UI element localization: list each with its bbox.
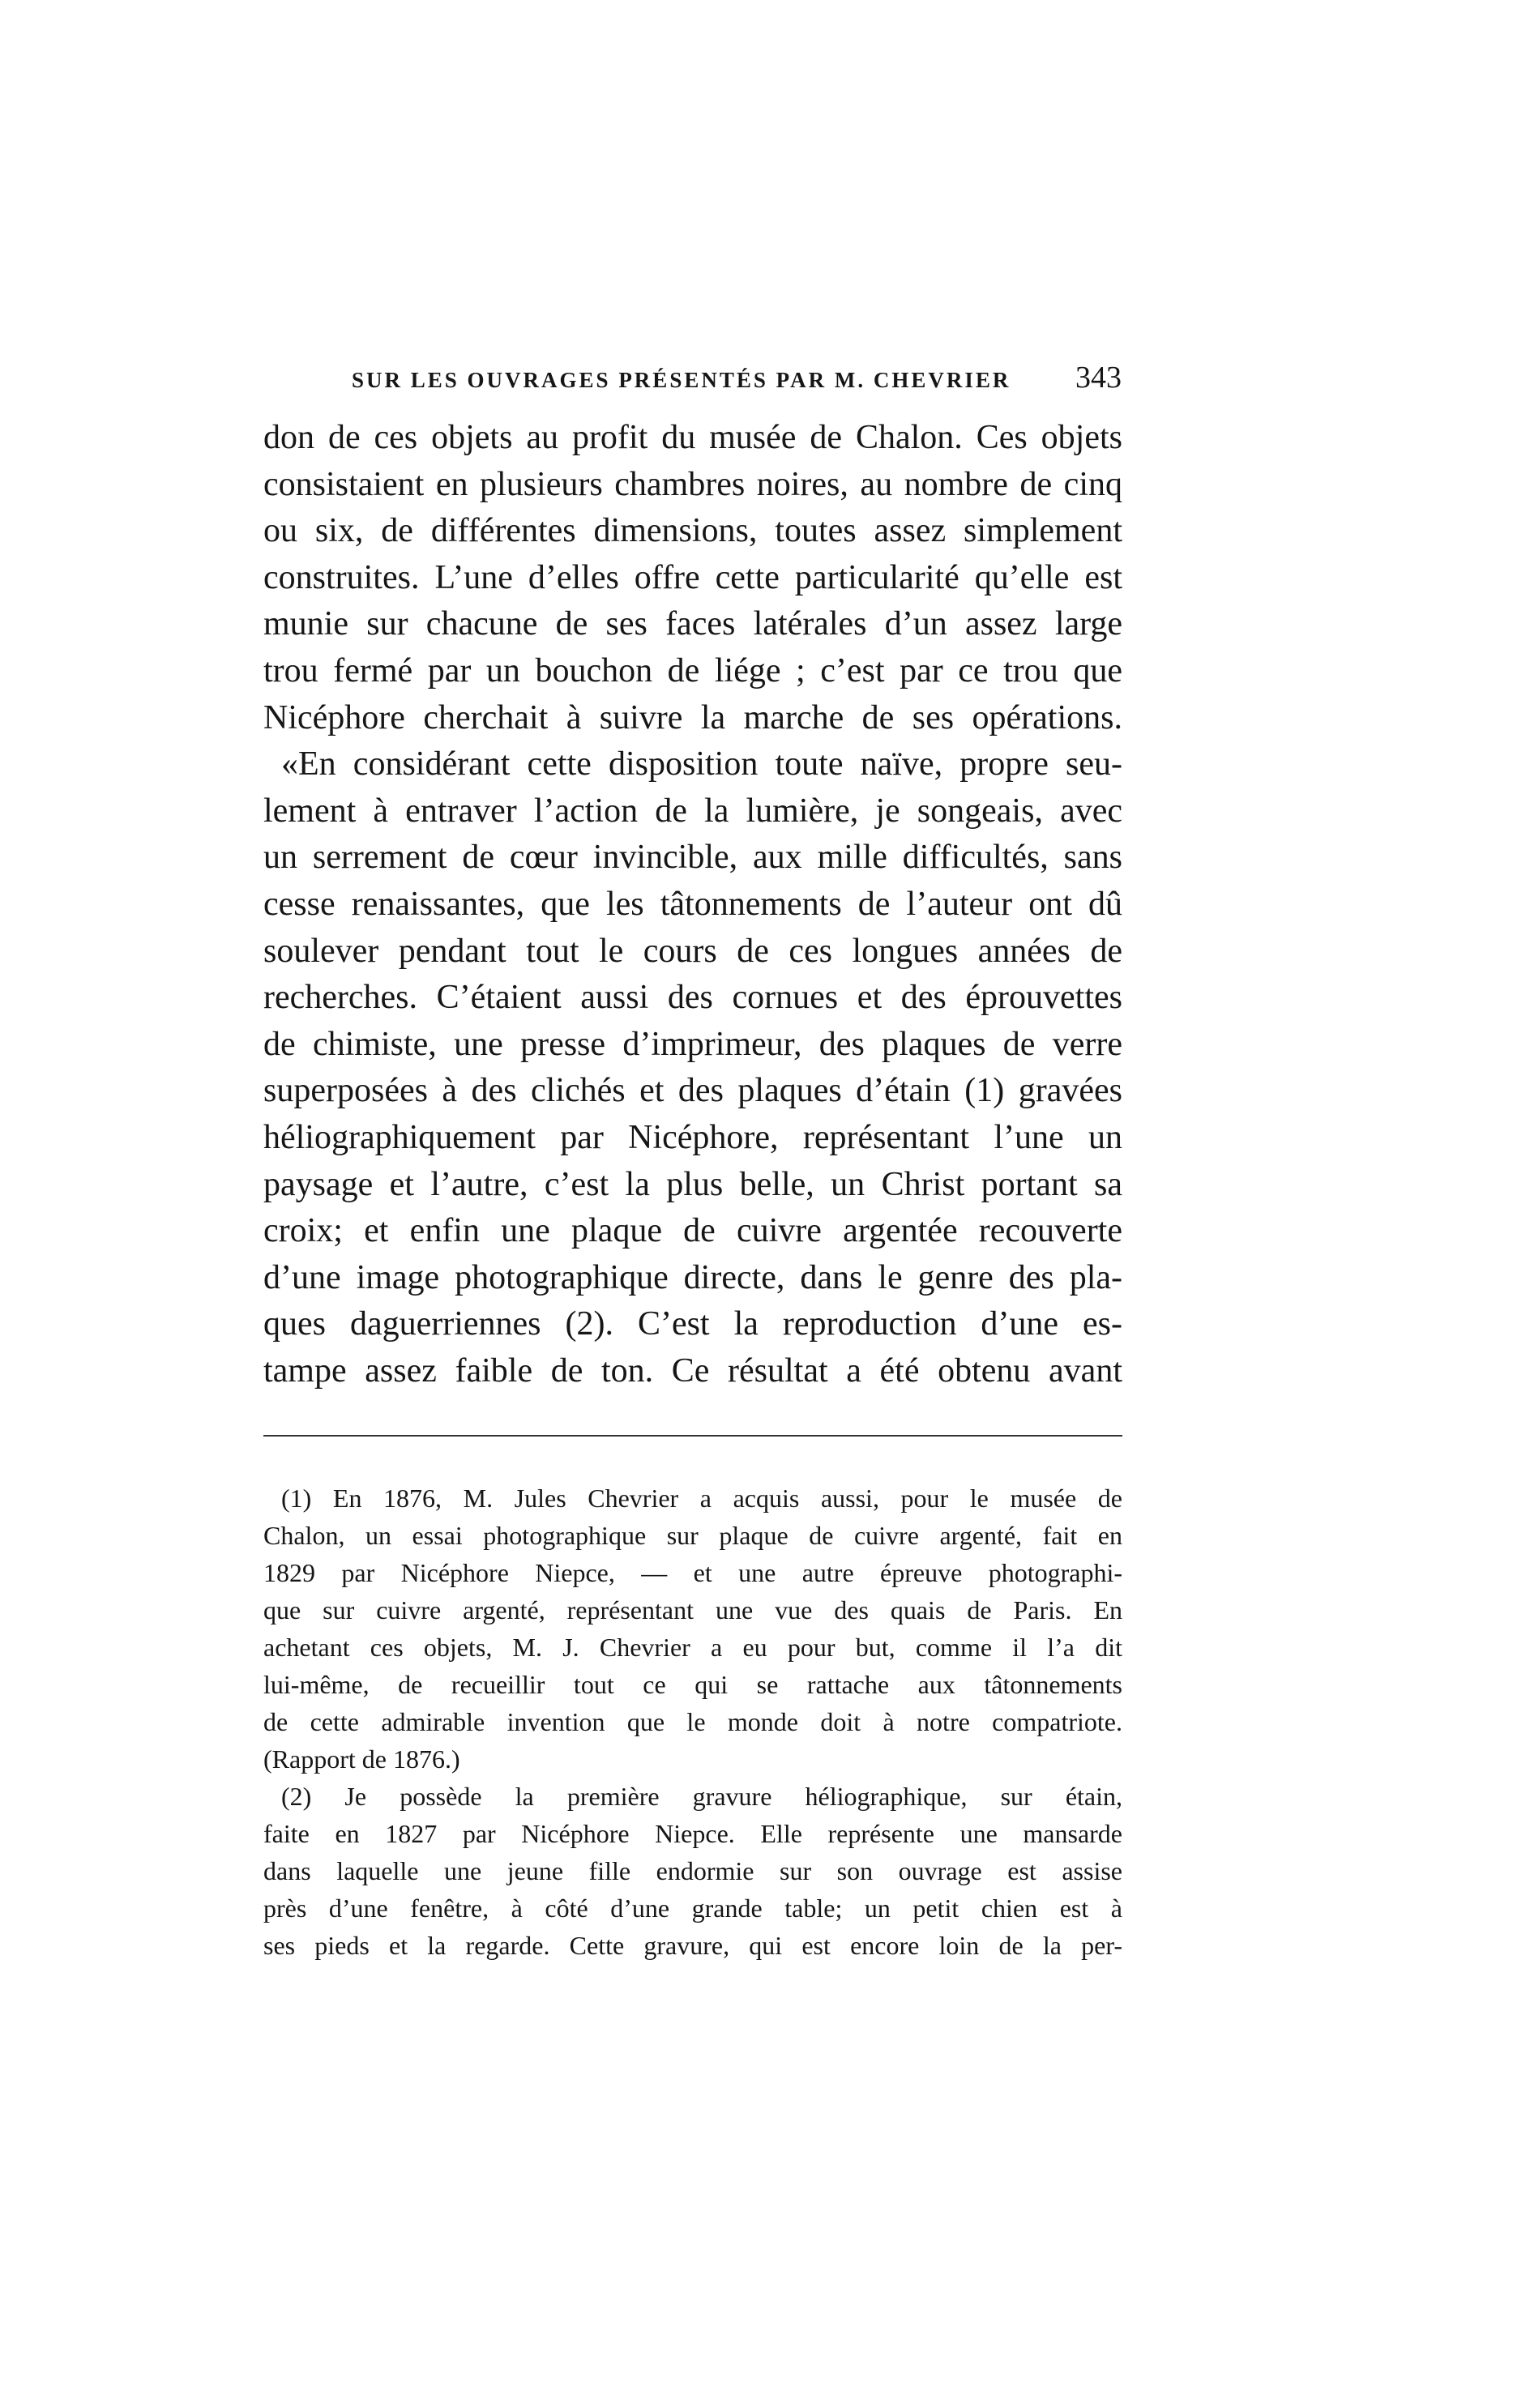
body-line: soulever pendant tout le cours de ces longues années de [263,932,1122,970]
body-line: «En considérant cette disposition toute naïve, propre seu- [281,745,1122,783]
footnote-line: 1829 par Nicéphore Niepce, — et une autre épreuve photographi- [263,1558,1122,1587]
footnote-line: que sur cuivre argenté, représentant une vue des quais de Paris. En [263,1595,1122,1625]
footnote-line: (2) Je possède la première gravure héliographique, sur étain, [281,1782,1122,1811]
footnote-line: ses pieds et la regarde. Cette gravure, qui est encore loin de la per- [263,1931,1122,1960]
footnotes [263,1479,1122,1964]
footnote-line: près d’une fenêtre, à côté d’une grande table; un petit chien est à [263,1894,1122,1923]
footnote-line: faite en 1827 par Nicéphore Niepce. Elle représente une mansarde [263,1819,1122,1848]
running-title: SUR LES OUVRAGES PRÉSENTÉS PAR M. CHEVRIER [352,368,1011,392]
footnote-line: lui-même, de recueillir tout ce qui se rattache aux tâtonnements [263,1670,1122,1699]
footnote-line: Chalon, un essai photographique sur plaque de cuivre argenté, fait en [263,1521,1122,1550]
body-line: paysage et l’autre, c’est la plus belle, un Christ portant sa [263,1165,1122,1203]
body-line: ou six, de différentes dimensions, toutes assez simplement [263,512,1122,550]
body-line: consistaient en plusieurs chambres noires, au nombre de cinq [263,465,1122,503]
body-line: héliographiquement par Nicéphore, représentant l’une un [263,1118,1122,1156]
body-line: cesse renaissantes, que les tâtonnements de l’auteur ont dû [263,885,1122,923]
footnote-line: (1) En 1876, M. Jules Chevrier a acquis aussi, pour le musée de [281,1484,1122,1513]
body-line: un serrement de cœur invincible, aux mille difficultés, sans [263,839,1122,877]
body-line: lement à entraver l’action de la lumière, je songeais, avec [263,792,1122,830]
body-line: d’une image photographique directe, dans le genre des pla- [263,1258,1122,1296]
body-line: de chimiste, une presse d’imprimeur, des plaques de verre [263,1025,1122,1063]
footnote-line: achetant ces objets, M. J. Chevrier a eu pour but, comme il l’a dit [263,1633,1122,1662]
page-number: 343 [1075,361,1122,395]
body-line: construites. L’une d’elles offre cette particularité qu’elle est [263,558,1122,596]
footnote-line: (Rapport de 1876.) [263,1744,460,1774]
body-line: recherches. C’étaient aussi des cornues et des éprouvettes [263,979,1122,1017]
body-line: Nicéphore cherchait à suivre la marche de ses opérations. [263,698,1122,736]
footnote-line: dans laquelle une jeune fille endormie sur son ouvrage est assise [263,1856,1122,1885]
body-line: croix; et enfin une plaque de cuivre argentée recouverte [263,1212,1122,1250]
body-line: trou fermé par un bouchon de liége ; c’est par ce trou que [263,651,1122,690]
body-text [263,415,1122,1394]
body-line: don de ces objets au profit du musée de Chalon. Ces objets [263,419,1122,456]
body-line: superposées à des clichés et des plaques d’étain (1) gravées [263,1072,1122,1110]
body-line: ques daguerriennes (2). C’est la reproduction d’une es- [263,1305,1122,1343]
footnote-line: de cette admirable invention que le monde doit à notre compatriote. [263,1707,1122,1736]
running-header [352,360,1122,400]
body-line: tampe assez faible de ton. Ce résultat a été obtenu avant [263,1351,1122,1390]
footnote-separator [263,1435,1122,1437]
body-line: munie sur chacune de ses faces latérales d’un assez large [263,605,1122,643]
